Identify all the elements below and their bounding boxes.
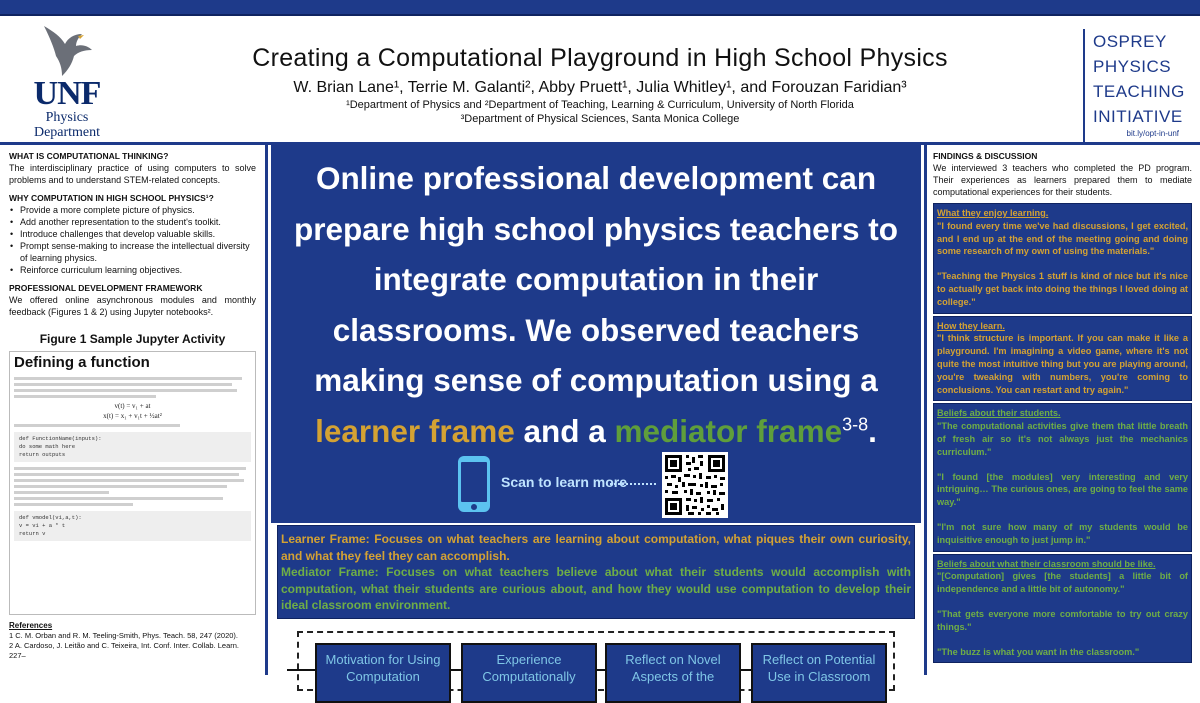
references-heading: References (9, 621, 53, 630)
quote: "Teaching the Physics 1 stuff is kind of nice but it's nice to actually get back into doing the things I loved doing at college." (937, 271, 1188, 307)
claim-period: . (868, 412, 877, 449)
reference-item: 1 C. M. Orban and R. M. Teeling-Smith, Phys. Teach. 58, 247 (2020). (9, 631, 239, 640)
mediator-frame-definition: Mediator Frame: Focuses on what teachers believe about what their students would accomplish with computation, what their students are curious about, and how they would use computation to develop their ideal classroom environment. (281, 565, 911, 612)
flow-arrow (287, 669, 317, 671)
findings-heading: FINDINGS & DISCUSSION (933, 151, 1038, 161)
quote: "I found every time we've had discussions, I get excited, and I end up at the end of the meeting going and doing some research of my own of using the materials." (937, 220, 1188, 257)
text-line (14, 424, 180, 427)
finding-box-classroom-beliefs (933, 554, 1192, 664)
unf-logo (22, 22, 112, 144)
quote: "I think structure is important. If you can make it like a playground. I'm imagining a video game, where it's not quite the most intuitive thing but you are playing around, you're tweaking with numbers, you're coming to conclusions. You can restart and try again." (937, 333, 1188, 395)
code-line: do some math here (19, 443, 76, 450)
flow-step-reflect-classroom: Reflect on Potential Use in Classroom (751, 643, 887, 703)
osprey-physics-logo (1083, 29, 1183, 147)
quote: "[Computation] gives [the students] a little bit of independence and a little bit of autonomy." (937, 571, 1188, 595)
finding-box-enjoy-learning (933, 203, 1192, 314)
logo-line-initiative: INITIATIVE (1093, 107, 1183, 126)
affiliation-1: ¹Department of Physics and ²Department of Teaching, Learning & Curriculum, University of North Florida (346, 99, 854, 111)
logo-physics: Physics (45, 110, 89, 125)
title-block (200, 42, 1000, 126)
osprey-bird-icon (38, 22, 96, 78)
quote: "I'm not sure how many of my students would be inquisitive enough to just jump in." (937, 521, 1188, 545)
text-line (14, 479, 244, 482)
equation-velocity: v(t) = v₁ + at (114, 402, 151, 410)
code-cell (14, 432, 251, 462)
finding-heading: How they learn. (937, 320, 1005, 331)
text-line (14, 491, 109, 494)
learner-frame-term: learner frame (315, 412, 515, 449)
notebook-title: Defining a function (14, 354, 150, 371)
finding-heading: Beliefs about their students. (937, 408, 1061, 419)
code-line: def vmodel(vi,a,t): (19, 514, 82, 521)
smartphone-icon (456, 454, 492, 514)
text-line (14, 383, 232, 386)
mediator-frame-term: mediator frame (614, 412, 843, 449)
frame-definitions (277, 525, 915, 619)
right-column (924, 145, 1200, 675)
left-column (0, 145, 268, 675)
list-item: • Prompt sense-making to increase the intellectual diversity of learning physics. (9, 240, 256, 264)
code-cell (14, 511, 251, 541)
finding-box-how-they-learn (933, 316, 1192, 402)
text-line (14, 503, 133, 506)
section-heading: WHAT IS COMPUTATIONAL THINKING? (9, 151, 169, 161)
code-line: return v (19, 530, 46, 537)
flow-step-reflect-novel: Reflect on Novel Aspects of the (605, 643, 741, 703)
logo-url: bit.ly/opt-in-unf (1126, 129, 1179, 138)
quote: "That gets everyone more comfortable to try out crazy things." (937, 608, 1188, 632)
code-line: def FunctionName(inputs): (19, 435, 102, 442)
claim-conjunction: and a (514, 412, 615, 449)
finding-heading: Beliefs about what their classroom should be like. (937, 558, 1156, 569)
poster-header (0, 16, 1200, 144)
section-text: We offered online asynchronous modules and monthly feedback (Figures 1 & 2) using Jupyter notebooks². (9, 295, 256, 317)
qr-code[interactable] (662, 452, 728, 518)
main-claim (281, 153, 911, 456)
text-line (14, 467, 246, 470)
section-heading: WHY COMPUTATION IN HIGH SCHOOL PHYSICS¹? (9, 193, 214, 203)
figure-caption: Figure 1 Sample Jupyter Activity (39, 332, 226, 346)
learner-frame-definition: Learner Frame: Focuses on what teachers are learning about computation, what piques their own curiosity, and what they feel they can accomplish. (281, 532, 911, 563)
quote: "The buzz is what you want in the classroom." (937, 646, 1140, 657)
center-column (271, 145, 921, 684)
list-item: • Introduce challenges that develop valuable skills. (9, 228, 256, 240)
equation-position: x(t) = x₁ + v₁t + ½at² (103, 412, 162, 420)
flow-step-motivation: Motivation for Using Computation (315, 643, 451, 703)
logo-line-osprey: OSPREY (1093, 32, 1167, 51)
logo-line-teaching: TEACHING (1093, 82, 1185, 101)
text-line (14, 377, 242, 380)
reference-item: 2 A. Cardoso, J. Leitão and C. Teixeira, Int. Conf. Inter. Collab. Learn. 227– (9, 641, 239, 660)
text-line (14, 485, 227, 488)
code-line: return outputs (19, 451, 66, 458)
poster-title: Creating a Computational Playground in High School Physics (252, 44, 948, 72)
text-line (14, 497, 223, 500)
scan-prompt (456, 452, 746, 520)
section-heading: PROFESSIONAL DEVELOPMENT FRAMEWORK (9, 283, 203, 293)
main-claim-banner (271, 145, 921, 523)
findings-intro: We interviewed 3 teachers who completed the PD program. Their experiences as learners prepared them to mediate computational experiences for their students. (933, 163, 1192, 197)
finding-heading: What they enjoy learning. (937, 208, 1049, 218)
text-line (14, 473, 239, 476)
dotted-arrow (610, 483, 656, 485)
code-line: v = vi + a * t (19, 522, 66, 529)
flow-step-experience: Experience Computationally (461, 643, 597, 703)
section-text: The interdisciplinary practice of using computers to solve problems and to understand STEM-related concepts. (9, 163, 256, 185)
reasons-list (9, 204, 256, 276)
finding-box-beliefs-students (933, 403, 1192, 551)
list-item: • Provide a more complete picture of physics. (9, 204, 256, 216)
claim-text: Online professional development can prepare high school physics teachers to integrate computation in their classrooms. We observed teachers making sense of computation using a (294, 160, 898, 398)
list-item: • Add another representation to the student's toolkit. (9, 216, 256, 228)
top-stripe (0, 0, 1200, 16)
quote: "I found [the modules] very interesting and very intriguing… The curious ones, are going to feel the same way." (937, 471, 1188, 508)
unf-letters: UNF (33, 75, 101, 112)
scan-label: Scan to learn more (501, 474, 628, 490)
citation-superscript: 3-8 (842, 414, 869, 434)
author-list: W. Brian Lane¹, Terrie M. Galanti², Abby Pruett¹, Julia Whitley¹, and Forouzan Faridian³ (293, 79, 907, 96)
logo-line-physics: PHYSICS (1093, 57, 1172, 76)
text-line (14, 389, 237, 392)
pd-flow-diagram (297, 631, 895, 691)
quote: "The computational activities give them that little breath of fresh air so it's not always just the mechanics curriculum." (937, 421, 1188, 457)
affiliation-2: ³Department of Physical Sciences, Santa Monica College (460, 113, 740, 125)
logo-department: Department (33, 125, 101, 140)
list-item: • Reinforce curriculum learning objectives. (9, 264, 256, 276)
jupyter-notebook-figure (9, 351, 256, 615)
text-line (14, 395, 156, 398)
